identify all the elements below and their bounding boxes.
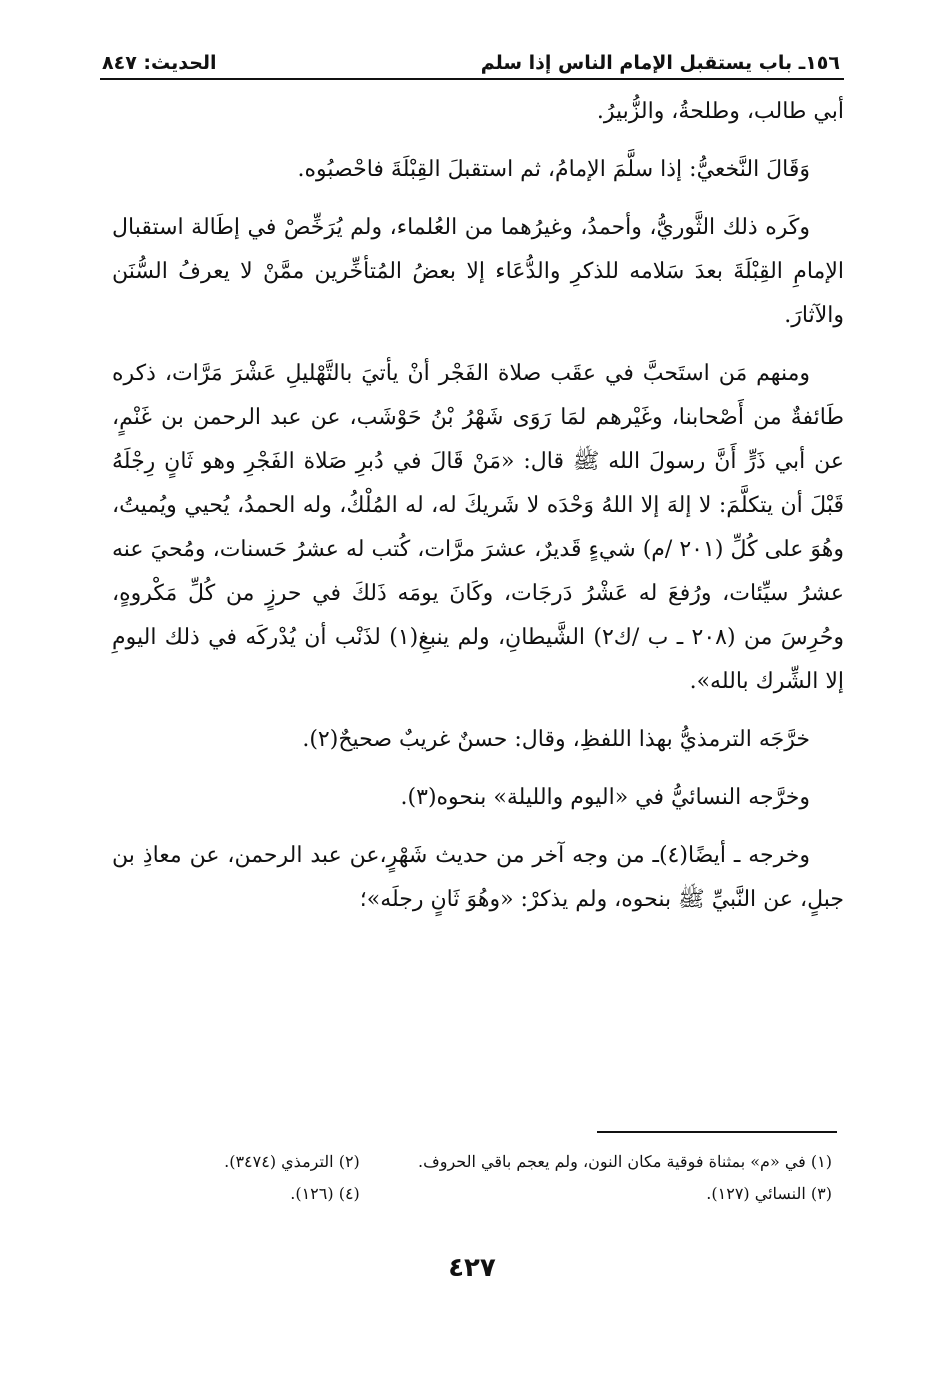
footnote-4: (٤) (١٢٦). (290, 1184, 360, 1203)
header-divider (100, 78, 844, 80)
paragraph-6: وخرَّجه النسائيُّ في «اليوم والليلة» بنحوه(٣). (400, 785, 810, 810)
paragraph-4: ومنهم مَن استَحبَّ في عقَب صلاة الفَجْر أنْ يأتيَ بالتَّهْليلِ عَشْرَ مَرَّات، ذكره طَائفةٌ من أَصْحابنا، وغَيْرهم لمَا رَوَى شَهْرُ بْنُ حَوْشَب، عن عبد الرحمن بن غَنْمٍ، عن أبي ذَرٍّ أَنَّ رسولَ الله ﷺ قال: «مَنْ قَالَ في دُبرِ صَلاة الفَجْرِ وهو ثَانٍ رِجْلَهُ قَبْلَ أن يتكلَّمَ: لا إلهَ إلا اللهُ وَحْدَه لا شَريكَ له، له المُلْكُ، وله الحمدُ، يُحيي ويُميتُ، وهُوَ على كُلِّ (٢٠١ /م) شيءٍ قَديرٌ، عشرَ مرَّات، كُتب له عشرُ حَسنات، ومُحيَ عنه عشرُ سيِّئات، ورُفعَ له عَشْرُ دَرجَات، وكَانَ يومَه ذَلكَ في حرزٍ من كُلِّ مَكْروهٍ، وحُرِسَ من (٢٠٨ ـ ب /ك٢) الشَّيطانِ، ولم ينبغِ(١) لذَنْب أن يُدْركَه في ذلك اليومِ إلا الشِّرك بالله». (112, 361, 844, 694)
footnote-divider (597, 1131, 837, 1133)
paragraph-7: وخرجه ـ أيضًا(٤)ـ من وجه آخر من حديث شَهْرٍ،عن عبد الرحمن، عن معاذِ بن جبلٍ، عن النَّبيِّ ﷺ بنحوه، ولم يذكرْ: «وهُوَ ثَانٍ رجلَه»؛ (112, 843, 844, 912)
footnote-1: (١) في «م» بمثناة فوقية مكان النون، ولم يعجم باقي الحروف. (418, 1152, 832, 1171)
book-page (92, 38, 852, 1338)
footnote-3: (٣) النسائي (١٢٧). (706, 1184, 832, 1203)
paragraph-1: أبي طالب، وطلحةُ، والزُّبيرُ. (596, 99, 844, 124)
footnote-row-2 (152, 1178, 832, 1210)
running-header (92, 38, 852, 74)
paragraph-5: خرَّجَه الترمذيُّ بهذا اللفظِ، وقال: حسنٌ غريبٌ صحيحٌ(٢). (302, 727, 810, 752)
footnotes (152, 1146, 832, 1210)
footnote-2: (٢) الترمذي (٣٤٧٤). (224, 1152, 360, 1171)
page-number: ٤٢٧ (448, 1253, 496, 1283)
paragraph-2: وَقَالَ النَّخعيُّ: إذا سلَّمَ الإمامُ، ثم استقبلَ القِبْلَةَ فاحْصبُوه. (297, 157, 810, 182)
footnote-row-1 (152, 1146, 832, 1178)
chapter-title: ١٥٦ـ باب يستقبل الإمام الناس إذا سلم (480, 52, 840, 74)
paragraph-3: وكَره ذلك الثَّوريُّ، وأحمدُ، وغيرُهما من العُلماء، ولم يُرَخِّصْ في إطَالة استقبال الإمامِ القِبْلَةَ بعدَ سَلامه للذكرِ والدُّعَاء إلا بعضُ المُتأخِّرين ممَّنْ لا يعرفُ السُّنَن والآثارَ. (112, 215, 844, 328)
hadith-number: الحديث: ٨٤٧ (102, 52, 217, 74)
main-text (112, 90, 844, 936)
